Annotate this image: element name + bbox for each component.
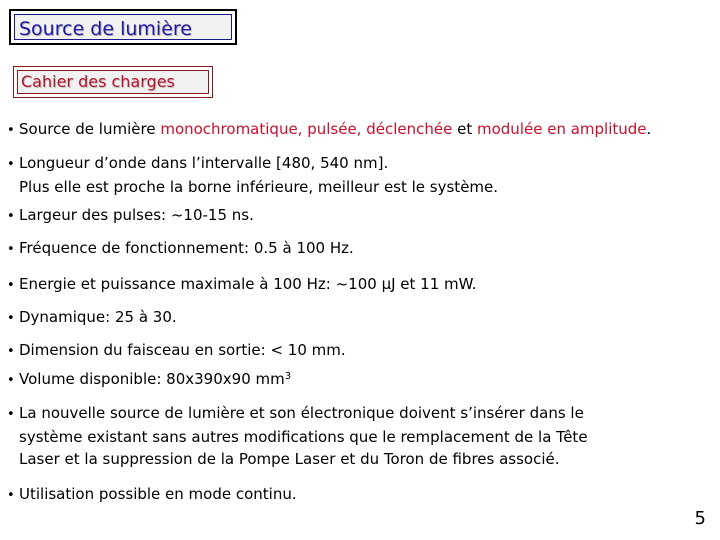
bullet-icon: •: [7, 278, 15, 293]
item-text: Utilisation possible en mode continu.: [19, 485, 297, 503]
subtitle-box: [13, 66, 213, 98]
item-highlight: monochromatique, pulsée, déclenchée: [160, 120, 453, 138]
item-text: Source de lumière: [19, 120, 161, 138]
bullet-item: [7, 273, 477, 297]
item-text: Dynamique: 25 à 30.: [19, 308, 177, 326]
bullet-item: [7, 118, 651, 142]
slide-title: Source de lumière: [14, 14, 232, 40]
bullet-icon: •: [7, 488, 15, 503]
item-text: Volume disponible: 80x390x90 mm: [19, 370, 285, 388]
title-box: [9, 9, 237, 45]
item-continuation: système existant sans autres modifications que le remplacement de la Tête: [19, 428, 588, 446]
page-number: 5: [694, 508, 706, 529]
bullet-icon: •: [7, 311, 15, 326]
item-text: Dimension du faisceau en sortie: < 10 mm.: [19, 341, 346, 359]
bullet-icon: •: [7, 242, 15, 257]
bullet-icon: •: [7, 373, 15, 388]
bullet-item: [7, 402, 588, 470]
bullet-item: [7, 339, 346, 363]
bullet-icon: •: [7, 407, 15, 422]
bullet-item: [7, 237, 354, 261]
bullet-item: [7, 152, 498, 198]
bullet-icon: •: [7, 157, 15, 172]
item-text: Largeur des pulses: ~10-15 ns.: [19, 206, 254, 224]
item-highlight: modulée en amplitude: [477, 120, 647, 138]
bullet-item: [7, 204, 254, 228]
item-text: .: [646, 120, 652, 138]
bullet-item: [7, 306, 177, 330]
item-text: Longueur d’onde dans l’intervalle [480, 540 nm].: [19, 154, 389, 172]
item-text: Energie et puissance maximale à 100 Hz: ~100 µJ et 11 mW.: [19, 275, 477, 293]
superscript: 3: [284, 371, 292, 382]
bullet-icon: •: [7, 123, 15, 138]
item-continuation: Plus elle est proche la borne inférieure, meilleur est le système.: [19, 178, 499, 196]
item-continuation: Laser et la suppression de la Pompe Laser et du Toron de fibres associé.: [19, 450, 560, 468]
bullet-item: [7, 483, 297, 507]
slide-subtitle: Cahier des charges: [17, 70, 209, 94]
item-text: La nouvelle source de lumière et son électronique doivent s’insérer dans le: [19, 404, 584, 422]
item-text: et: [452, 120, 477, 138]
bullet-icon: •: [7, 344, 15, 359]
bullet-icon: •: [7, 209, 15, 224]
item-text: Fréquence de fonctionnement: 0.5 à 100 Hz.: [19, 239, 354, 257]
bullet-item: [7, 368, 291, 392]
